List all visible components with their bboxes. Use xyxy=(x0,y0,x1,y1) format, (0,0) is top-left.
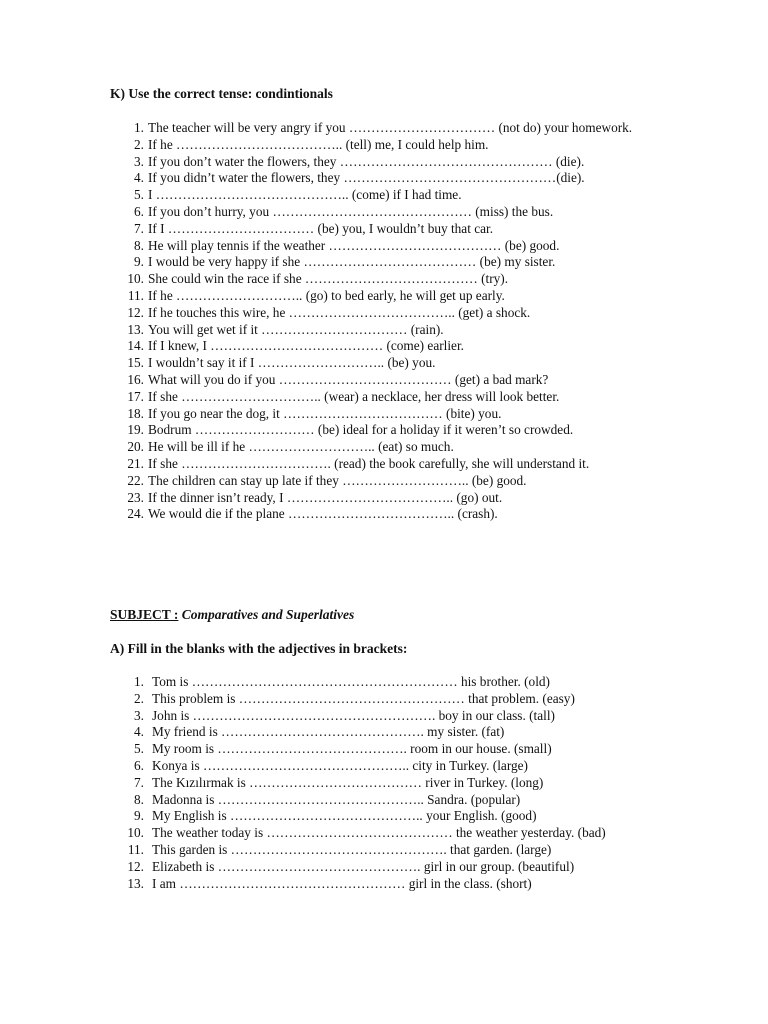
subject-title: Comparatives and Superlatives xyxy=(181,607,355,622)
item-text: I wouldn’t say it if I ……………………….. (be) you. xyxy=(148,355,436,371)
list-item xyxy=(110,691,650,708)
item-text: We would die if the plane ……………………………….. (crash). xyxy=(148,506,498,522)
item-text: John is ………………………………………………. boy in our class. (tall) xyxy=(152,707,555,723)
list-item xyxy=(110,187,650,204)
list-item xyxy=(110,221,650,238)
item-number: 15. xyxy=(127,355,144,371)
list-item xyxy=(110,288,650,305)
item-number: 6. xyxy=(134,757,144,773)
list-item xyxy=(110,322,650,339)
item-text: If he ……………………….. (go) to bed early, he will get up early. xyxy=(148,287,505,303)
item-number: 1. xyxy=(134,120,144,135)
list-item xyxy=(110,741,650,758)
item-number: 23. xyxy=(127,489,144,505)
item-number: 16. xyxy=(127,371,144,387)
section-k-list xyxy=(110,120,650,523)
list-item xyxy=(110,473,650,490)
item-text: Madonna is ……………………………………….. Sandra. (popular) xyxy=(152,791,521,807)
item-number: 9. xyxy=(134,808,144,824)
item-text: Bodrum ……………………… (be) ideal for a holiday if it weren’t so crowded. xyxy=(148,422,574,438)
item-number: 5. xyxy=(134,187,144,203)
item-text: If you go near the dog, it ……………………………… (bite) you. xyxy=(148,405,502,421)
item-number: 11. xyxy=(127,287,144,303)
item-text: I am …………………………………………… girl in the class. (short) xyxy=(152,875,532,891)
list-item xyxy=(110,842,650,859)
item-text: Konya is ……………………………………….. city in Turkey. (large) xyxy=(152,757,528,773)
item-number: 2. xyxy=(134,690,144,706)
list-item xyxy=(110,876,650,893)
item-text: This garden is …………………………………………. that garden. (large) xyxy=(152,841,552,857)
item-text: He will play tennis if the weather ………………………………… (be) good. xyxy=(148,237,560,253)
item-text: If you don’t hurry, you ……………………………………… (miss) the bus. xyxy=(148,203,554,219)
list-item xyxy=(110,271,650,288)
section-a-list xyxy=(110,674,650,892)
item-text: You will get wet if it …………………………… (rain). xyxy=(148,321,444,337)
item-number: 8. xyxy=(134,791,144,807)
item-text: The teacher will be very angry if you …………………………… (not do) your homework. xyxy=(148,120,633,135)
list-item xyxy=(110,674,650,691)
item-number: 4. xyxy=(134,170,144,186)
list-item xyxy=(110,506,650,523)
item-number: 21. xyxy=(127,455,144,471)
item-text: He will be ill if he ……………………….. (eat) so much. xyxy=(148,439,454,455)
item-number: 7. xyxy=(134,220,144,236)
item-text: If she ………………………….. (wear) a necklace, her dress will look better. xyxy=(148,388,560,404)
item-number: 22. xyxy=(127,472,144,488)
item-text: Elizabeth is ………………………………………. girl in our group. (beautiful) xyxy=(152,858,575,874)
list-item xyxy=(110,120,650,137)
subject-line xyxy=(110,607,354,623)
list-item xyxy=(110,808,650,825)
item-number: 12. xyxy=(127,858,144,874)
item-number: 2. xyxy=(134,136,144,152)
item-text: My room is ……………………………………. room in our house. (small) xyxy=(152,741,552,757)
item-number: 11. xyxy=(127,841,144,857)
list-item xyxy=(110,170,650,187)
item-number: 24. xyxy=(127,506,144,522)
item-text: The Kızılırmak is ………………………………… river in Turkey. (long) xyxy=(152,774,544,790)
list-item xyxy=(110,422,650,439)
item-number: 10. xyxy=(127,271,144,287)
item-text: If you don’t water the flowers, they ………………………………………… (die). xyxy=(148,153,585,169)
item-number: 9. xyxy=(134,254,144,270)
list-item xyxy=(110,406,650,423)
list-item xyxy=(110,724,650,741)
list-item xyxy=(110,825,650,842)
item-number: 18. xyxy=(127,405,144,421)
item-number: 5. xyxy=(134,741,144,757)
list-item xyxy=(110,137,650,154)
item-number: 12. xyxy=(127,304,144,320)
section-a-heading: A) Fill in the blanks with the adjectives in brackets: xyxy=(110,641,408,656)
item-number: 3. xyxy=(134,153,144,169)
item-text: The weather today is …………………………………… the weather yesterday. (bad) xyxy=(152,825,606,841)
item-text: If he ……………………………….. (tell) me, I could help him. xyxy=(148,136,489,152)
list-item xyxy=(110,338,650,355)
item-text: The children can stay up late if they ……………………….. (be) good. xyxy=(148,472,527,488)
list-item xyxy=(110,456,650,473)
item-text: She could win the race if she ………………………………… (try). xyxy=(148,271,509,287)
list-item xyxy=(110,859,650,876)
item-number: 20. xyxy=(127,439,144,455)
item-text: This problem is …………………………………………… that problem. (easy) xyxy=(152,690,575,706)
item-text: I …………………………………….. (come) if I had time. xyxy=(148,187,462,203)
item-text: Tom is …………………………………………………… his brother. (old) xyxy=(152,674,550,689)
subject-label: SUBJECT : xyxy=(110,607,179,622)
item-number: 3. xyxy=(134,707,144,723)
item-number: 8. xyxy=(134,237,144,253)
item-number: 19. xyxy=(127,422,144,438)
item-number: 13. xyxy=(127,875,144,891)
list-item xyxy=(110,355,650,372)
item-text: If you didn’t water the flowers, they …………………………………………(die). xyxy=(148,170,585,186)
list-item xyxy=(110,389,650,406)
item-number: 4. xyxy=(134,724,144,740)
item-number: 17. xyxy=(127,388,144,404)
item-number: 10. xyxy=(127,825,144,841)
list-item xyxy=(110,238,650,255)
list-item xyxy=(110,758,650,775)
list-item xyxy=(110,708,650,725)
item-number: 14. xyxy=(127,338,144,354)
list-item xyxy=(110,254,650,271)
item-text: My friend is ………………………………………. my sister. (fat) xyxy=(152,724,505,740)
item-text: I would be very happy if she ………………………………… (be) my sister. xyxy=(148,254,556,270)
list-item xyxy=(110,792,650,809)
item-text: If she ……………………………. (read) the book carefully, she will understand it. xyxy=(148,455,590,471)
section-k-heading: K) Use the correct tense: condintionals xyxy=(110,86,333,101)
item-text: My English is …………………………………….. your English. (good) xyxy=(152,808,537,824)
list-item xyxy=(110,305,650,322)
list-item xyxy=(110,154,650,171)
list-item xyxy=(110,204,650,221)
item-text: If I …………………………… (be) you, I wouldn’t buy that car. xyxy=(148,220,494,236)
item-text: If I knew, I ………………………………… (come) earlier. xyxy=(148,338,464,354)
list-item xyxy=(110,490,650,507)
item-text: If the dinner isn’t ready, I ……………………………….. (go) out. xyxy=(148,489,503,505)
item-number: 13. xyxy=(127,321,144,337)
item-number: 7. xyxy=(134,774,144,790)
item-text: What will you do if you ………………………………… (get) a bad mark? xyxy=(148,371,549,387)
list-item xyxy=(110,372,650,389)
list-item xyxy=(110,775,650,792)
item-text: If he touches this wire, he ……………………………….. (get) a shock. xyxy=(148,304,531,320)
list-item xyxy=(110,439,650,456)
item-number: 6. xyxy=(134,203,144,219)
item-number: 1. xyxy=(134,674,144,689)
